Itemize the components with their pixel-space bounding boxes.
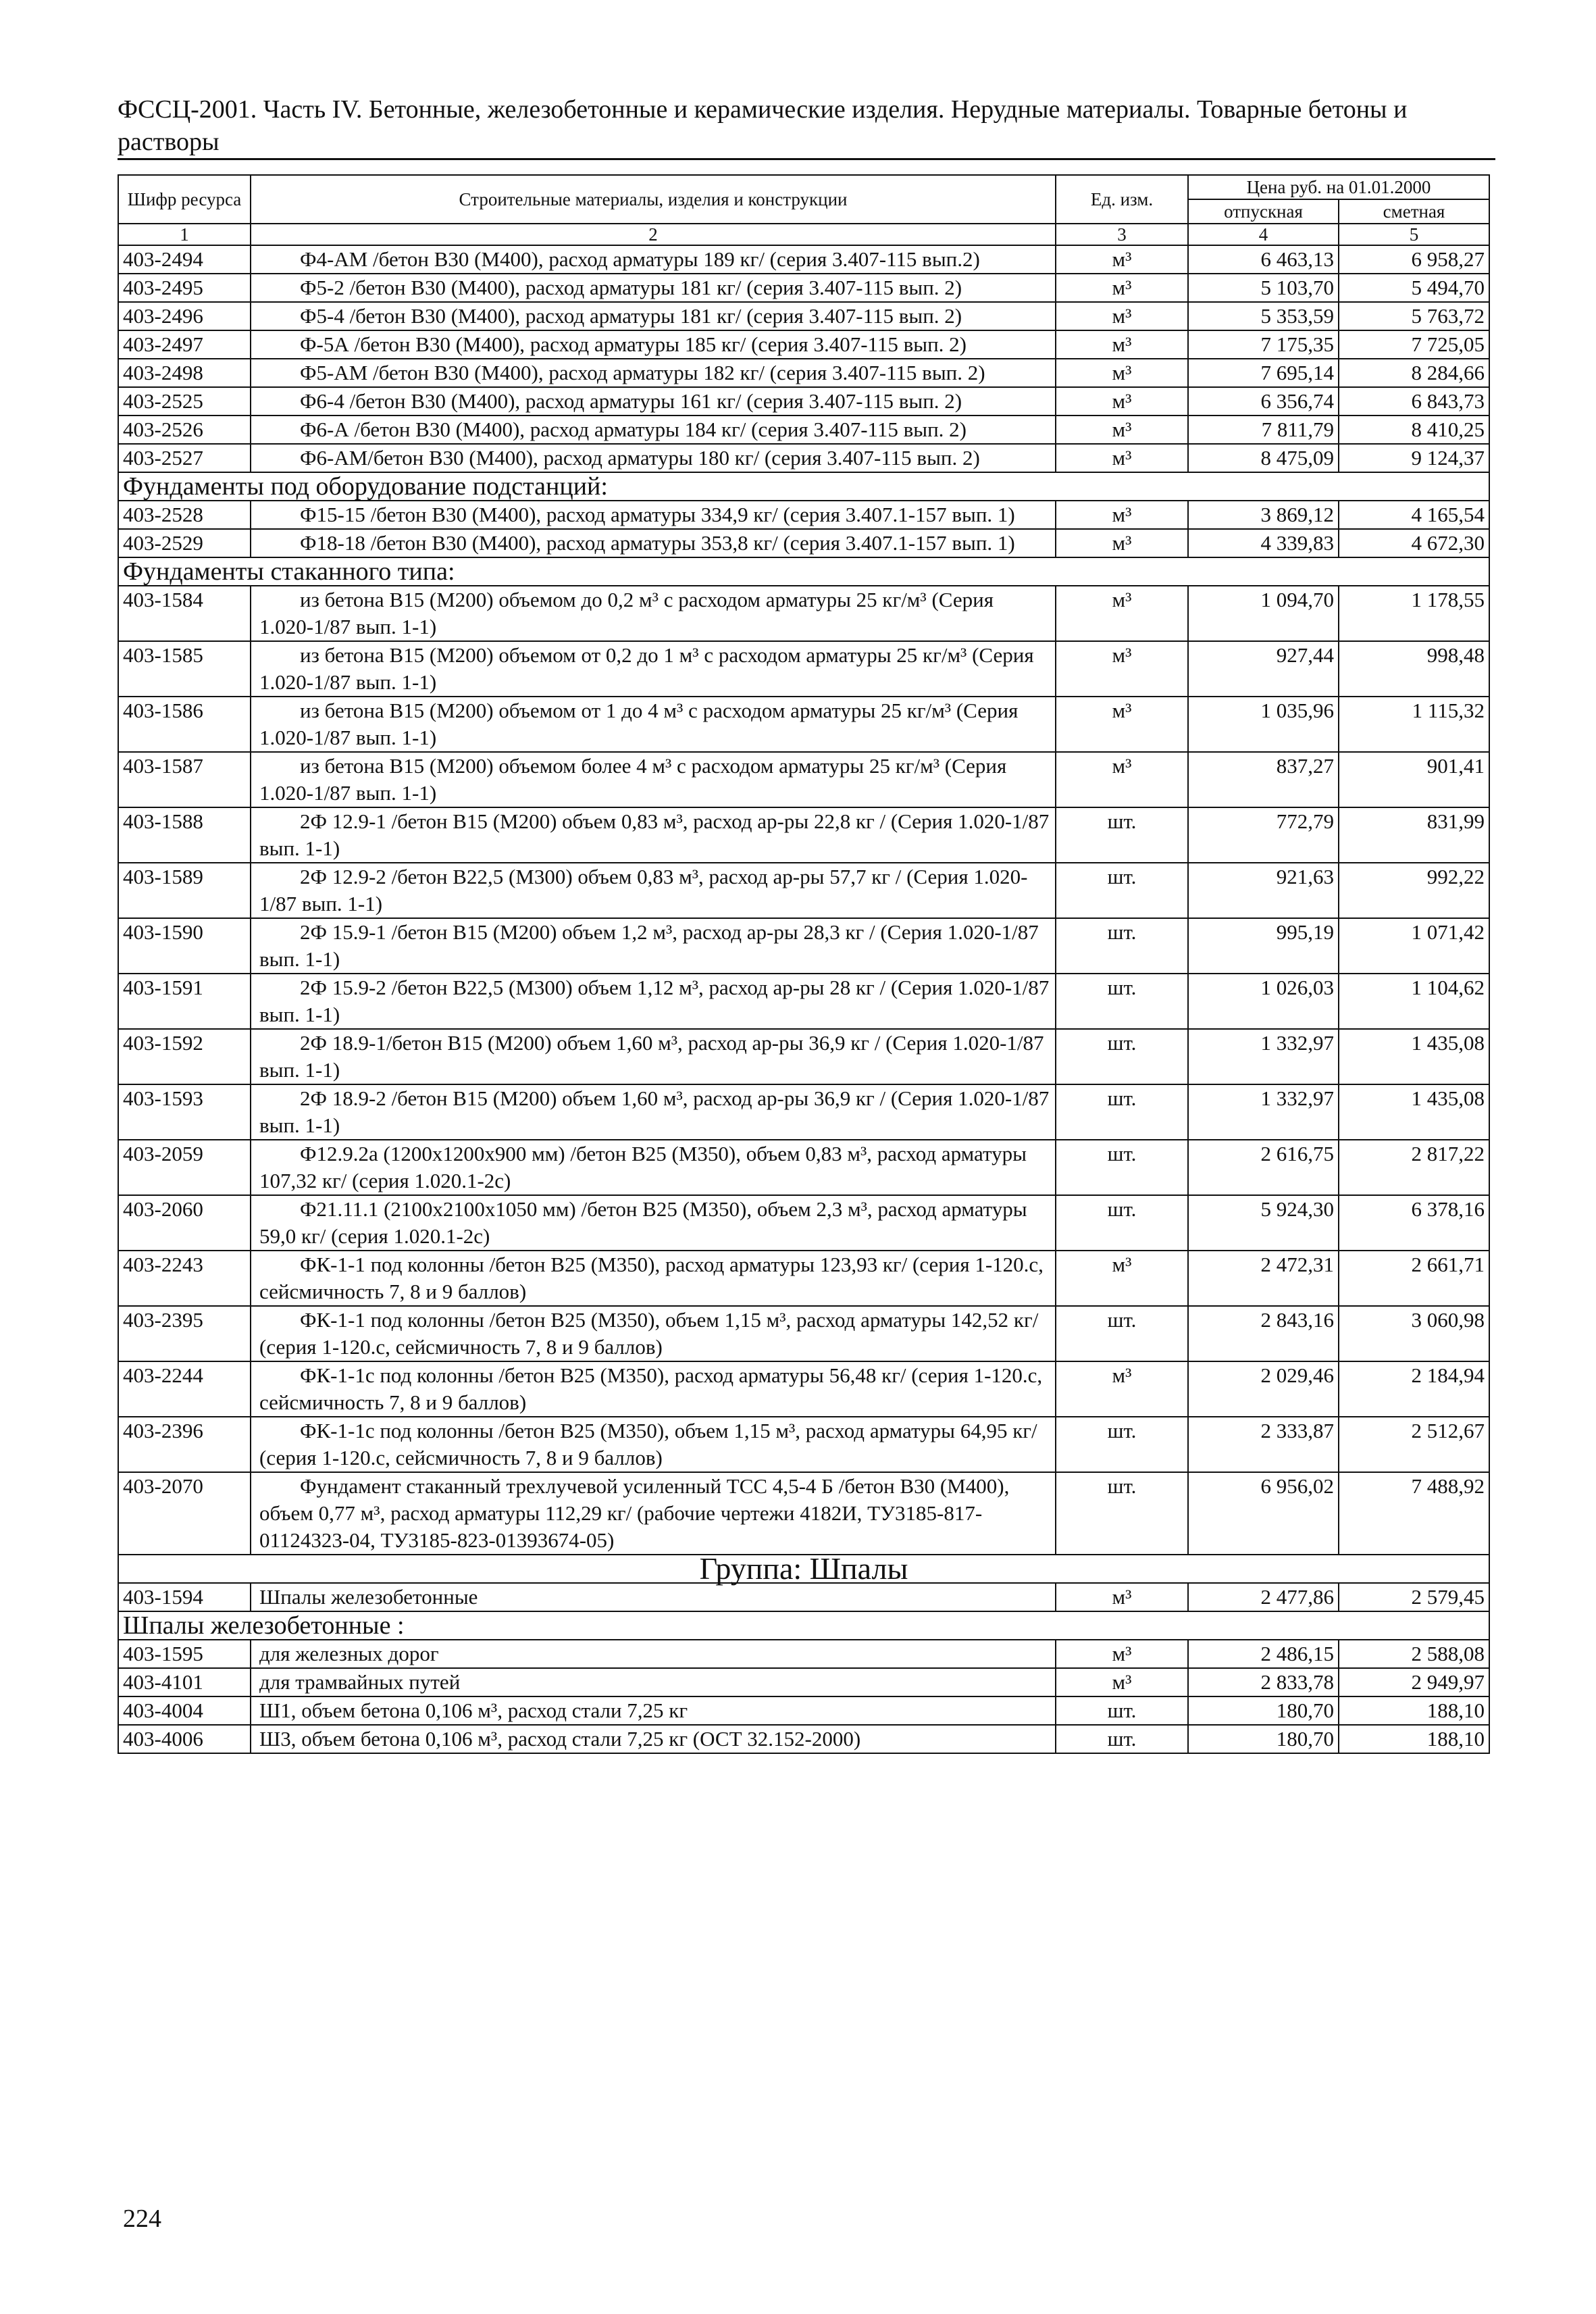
resource-code: 403-2395 bbox=[118, 1306, 251, 1361]
item-description: для железных дорог bbox=[251, 1640, 1056, 1668]
column-numbers-row bbox=[118, 224, 1489, 245]
table-row bbox=[118, 1583, 1489, 1611]
table-row bbox=[118, 302, 1489, 330]
release-price: 1 332,97 bbox=[1188, 1029, 1339, 1084]
table-row bbox=[118, 529, 1489, 557]
item-description-text: из бетона В15 (М200) объемом от 0,2 до 1 м³ с расходом арматуры 25 кг/м³ (Серия 1.020-1/87 вып. 1-1) bbox=[259, 643, 1034, 694]
unit-cell: шт. bbox=[1056, 1472, 1188, 1555]
unit-cell: шт. bbox=[1056, 863, 1188, 918]
resource-code: 403-1592 bbox=[118, 1029, 251, 1084]
item-description: Ш1, объем бетона 0,106 м³, расход стали 7,25 кг bbox=[251, 1696, 1056, 1725]
estimate-price: 4 672,30 bbox=[1339, 529, 1489, 557]
item-description bbox=[251, 1195, 1056, 1251]
resource-code: 403-4004 bbox=[118, 1696, 251, 1725]
estimate-price: 8 410,25 bbox=[1339, 416, 1489, 444]
table-row bbox=[118, 501, 1489, 529]
item-description: для трамвайных путей bbox=[251, 1668, 1056, 1696]
unit-cell: шт. bbox=[1056, 1417, 1188, 1472]
section-heading: Шпалы железобетонные : bbox=[118, 1611, 1489, 1640]
release-price: 5 103,70 bbox=[1188, 274, 1339, 302]
release-price: 921,63 bbox=[1188, 863, 1339, 918]
item-description-text: Ф18-18 /бетон В30 (М400), расход арматуры 353,8 кг/ (серия 3.407.1-157 вып. 1) bbox=[300, 531, 1015, 555]
table-row bbox=[118, 974, 1489, 1029]
table-row bbox=[118, 1668, 1489, 1696]
item-description bbox=[251, 302, 1056, 330]
unit-cell: шт. bbox=[1056, 1725, 1188, 1753]
estimate-price: 188,10 bbox=[1339, 1696, 1489, 1725]
item-description bbox=[251, 444, 1056, 472]
unit-cell: м³ bbox=[1056, 1640, 1188, 1668]
item-description bbox=[251, 1140, 1056, 1195]
unit-cell: шт. bbox=[1056, 1029, 1188, 1084]
unit-cell: шт. bbox=[1056, 1084, 1188, 1140]
estimate-price: 1 178,55 bbox=[1339, 586, 1489, 641]
item-description bbox=[251, 529, 1056, 557]
unit-cell: м³ bbox=[1056, 586, 1188, 641]
unit-cell: м³ bbox=[1056, 641, 1188, 697]
estimate-price: 5 494,70 bbox=[1339, 274, 1489, 302]
estimate-price: 2 579,45 bbox=[1339, 1583, 1489, 1611]
estimate-price: 1 071,42 bbox=[1339, 918, 1489, 974]
table-row bbox=[118, 274, 1489, 302]
group-heading: Группа: Шпалы bbox=[118, 1555, 1489, 1583]
release-price: 2 472,31 bbox=[1188, 1251, 1339, 1306]
item-description bbox=[251, 697, 1056, 752]
resource-code: 403-2528 bbox=[118, 501, 251, 529]
resource-code: 403-1595 bbox=[118, 1640, 251, 1668]
release-price: 2 333,87 bbox=[1188, 1417, 1339, 1472]
item-description-text: 2Ф 15.9-1 /бетон В15 (М200) объем 1,2 м³, расход ар-ры 28,3 кг / (Серия 1.020-1/87 вып. 1-1) bbox=[259, 920, 1039, 971]
item-description-text: 2Ф 18.9-2 /бетон В15 (М200) объем 1,60 м³, расход ар-ры 36,9 кг / (Серия 1.020-1/87 вып. 1-1) bbox=[259, 1086, 1050, 1137]
estimate-price: 6 958,27 bbox=[1339, 245, 1489, 274]
resource-code: 403-2498 bbox=[118, 359, 251, 387]
resource-code: 403-1589 bbox=[118, 863, 251, 918]
resource-code: 403-2059 bbox=[118, 1140, 251, 1195]
column-number: 4 bbox=[1188, 224, 1339, 245]
item-description bbox=[251, 274, 1056, 302]
estimate-price: 5 763,72 bbox=[1339, 302, 1489, 330]
unit-cell: шт. bbox=[1056, 974, 1188, 1029]
unit-cell: шт. bbox=[1056, 1696, 1188, 1725]
item-description bbox=[251, 641, 1056, 697]
table-row bbox=[118, 444, 1489, 472]
release-price: 180,70 bbox=[1188, 1725, 1339, 1753]
release-price: 7 695,14 bbox=[1188, 359, 1339, 387]
header-unit: Ед. изм. bbox=[1056, 175, 1188, 224]
estimate-price: 1 435,08 bbox=[1339, 1029, 1489, 1084]
item-description-text: Ф12.9.2а (1200х1200х900 мм) /бетон В25 (М350), объем 0,83 м³, расход арматуры 107,32 кг/ (серия 1.020.1-2с) bbox=[259, 1142, 1027, 1192]
header-code: Шифр ресурса bbox=[118, 175, 251, 224]
unit-cell: шт. bbox=[1056, 807, 1188, 863]
release-price: 6 956,02 bbox=[1188, 1472, 1339, 1555]
release-price: 2 833,78 bbox=[1188, 1668, 1339, 1696]
unit-cell: м³ bbox=[1056, 416, 1188, 444]
item-description bbox=[251, 1417, 1056, 1472]
item-description: Ш3, объем бетона 0,106 м³, расход стали 7,25 кг (ОСТ 32.152-2000) bbox=[251, 1725, 1056, 1753]
estimate-price: 7 725,05 bbox=[1339, 330, 1489, 359]
release-price: 6 463,13 bbox=[1188, 245, 1339, 274]
release-price: 927,44 bbox=[1188, 641, 1339, 697]
item-description bbox=[251, 586, 1056, 641]
resource-code: 403-2244 bbox=[118, 1361, 251, 1417]
title-rule bbox=[118, 158, 1495, 160]
estimate-price: 4 165,54 bbox=[1339, 501, 1489, 529]
table-row bbox=[118, 359, 1489, 387]
column-number: 5 bbox=[1339, 224, 1489, 245]
estimate-price: 9 124,37 bbox=[1339, 444, 1489, 472]
unit-cell: м³ bbox=[1056, 697, 1188, 752]
resource-code: 403-1594 bbox=[118, 1583, 251, 1611]
table-row bbox=[118, 1361, 1489, 1417]
item-description-text: ФК-1-1 под колонны /бетон В25 (М350), объем 1,15 м³, расход арматуры 142,52 кг/ (серия 1-120.с, сейсмичность 7, 8 и 9 баллов) bbox=[259, 1308, 1039, 1359]
unit-cell: м³ bbox=[1056, 444, 1188, 472]
release-price: 5 924,30 bbox=[1188, 1195, 1339, 1251]
item-description-text: Ф6-АМ/бетон В30 (М400), расход арматуры 180 кг/ (серия 3.407-115 вып. 2) bbox=[300, 446, 980, 470]
unit-cell: м³ bbox=[1056, 1668, 1188, 1696]
release-price: 1 026,03 bbox=[1188, 974, 1339, 1029]
item-description: Шпалы железобетонные bbox=[251, 1583, 1056, 1611]
table-row bbox=[118, 1140, 1489, 1195]
header-price: Цена руб. на 01.01.2000 bbox=[1188, 175, 1489, 199]
item-description bbox=[251, 359, 1056, 387]
item-description bbox=[251, 863, 1056, 918]
resource-code: 403-2497 bbox=[118, 330, 251, 359]
resource-code: 403-1588 bbox=[118, 807, 251, 863]
column-number: 1 bbox=[118, 224, 251, 245]
item-description-text: 2Ф 15.9-2 /бетон В22,5 (М300) объем 1,12 м³, расход ар-ры 28 кг / (Серия 1.020-1/87 вып. 1-1) bbox=[259, 976, 1050, 1026]
resource-code: 403-1586 bbox=[118, 697, 251, 752]
table-row bbox=[118, 1084, 1489, 1140]
item-description bbox=[251, 918, 1056, 974]
estimate-price: 901,41 bbox=[1339, 752, 1489, 807]
item-description bbox=[251, 1084, 1056, 1140]
page-title-text: ФССЦ-2001. Часть IV. Бетонные, железобетонные и керамические изделия. Нерудные материалы. Товарные бетоны и растворы bbox=[118, 95, 1408, 156]
table-row bbox=[118, 1696, 1489, 1725]
unit-cell: м³ bbox=[1056, 330, 1188, 359]
column-number: 2 bbox=[251, 224, 1056, 245]
resource-code: 403-2525 bbox=[118, 387, 251, 416]
resource-code: 403-2396 bbox=[118, 1417, 251, 1472]
unit-cell: м³ bbox=[1056, 501, 1188, 529]
unit-cell: шт. bbox=[1056, 1195, 1188, 1251]
item-description bbox=[251, 416, 1056, 444]
unit-cell: м³ bbox=[1056, 752, 1188, 807]
resource-code: 403-2527 bbox=[118, 444, 251, 472]
item-description-text: из бетона В15 (М200) объемом от 1 до 4 м³ с расходом арматуры 25 кг/м³ (Серия 1.020-1/87 вып. 1-1) bbox=[259, 699, 1019, 749]
estimate-price: 998,48 bbox=[1339, 641, 1489, 697]
release-price: 4 339,83 bbox=[1188, 529, 1339, 557]
resource-code: 403-2496 bbox=[118, 302, 251, 330]
item-description-text: Ф21.11.1 (2100х2100х1050 мм) /бетон В25 (М350), объем 2,3 м³, расход арматуры 59,0 кг/ (серия 1.020.1-2с) bbox=[259, 1197, 1027, 1248]
resource-code: 403-1591 bbox=[118, 974, 251, 1029]
estimate-price: 1 115,32 bbox=[1339, 697, 1489, 752]
item-description-text: 2Ф 12.9-2 /бетон В22,5 (М300) объем 0,83 м³, расход ар-ры 57,7 кг / (Серия 1.020-1/87 вып. 1-1) bbox=[259, 865, 1028, 915]
resource-code: 403-2494 bbox=[118, 245, 251, 274]
release-price: 5 353,59 bbox=[1188, 302, 1339, 330]
release-price: 837,27 bbox=[1188, 752, 1339, 807]
header-release-price: отпускная bbox=[1188, 199, 1339, 224]
unit-cell: м³ bbox=[1056, 1361, 1188, 1417]
estimate-price: 6 378,16 bbox=[1339, 1195, 1489, 1251]
section-heading: Фундаменты стаканного типа: bbox=[118, 557, 1489, 586]
item-description-text: из бетона В15 (М200) объемом до 0,2 м³ с расходом арматуры 25 кг/м³ (Серия 1.020-1/87 вып. 1-1) bbox=[259, 588, 994, 638]
resource-code: 403-2495 bbox=[118, 274, 251, 302]
table-row bbox=[118, 1417, 1489, 1472]
item-description bbox=[251, 1472, 1056, 1555]
table-body bbox=[118, 224, 1489, 1753]
release-price: 1 035,96 bbox=[1188, 697, 1339, 752]
release-price: 8 475,09 bbox=[1188, 444, 1339, 472]
release-price: 1 332,97 bbox=[1188, 1084, 1339, 1140]
estimate-price: 831,99 bbox=[1339, 807, 1489, 863]
table-row bbox=[118, 1306, 1489, 1361]
table-row bbox=[118, 641, 1489, 697]
table-row bbox=[118, 330, 1489, 359]
estimate-price: 2 184,94 bbox=[1339, 1361, 1489, 1417]
release-price: 2 029,46 bbox=[1188, 1361, 1339, 1417]
section-heading-row bbox=[118, 557, 1489, 586]
release-price: 772,79 bbox=[1188, 807, 1339, 863]
table-row bbox=[118, 245, 1489, 274]
column-number: 3 bbox=[1056, 224, 1188, 245]
unit-cell: шт. bbox=[1056, 1140, 1188, 1195]
unit-cell: м³ bbox=[1056, 274, 1188, 302]
table-row bbox=[118, 807, 1489, 863]
item-description-text: Ф6-4 /бетон В30 (М400), расход арматуры 161 кг/ (серия 3.407-115 вып. 2) bbox=[300, 389, 962, 413]
unit-cell: м³ bbox=[1056, 529, 1188, 557]
item-description bbox=[251, 330, 1056, 359]
header-description: Строительные материалы, изделия и конструкции bbox=[251, 175, 1056, 224]
table-row bbox=[118, 1195, 1489, 1251]
item-description bbox=[251, 1029, 1056, 1084]
estimate-price: 1 104,62 bbox=[1339, 974, 1489, 1029]
table-row bbox=[118, 1640, 1489, 1668]
unit-cell: м³ bbox=[1056, 387, 1188, 416]
item-description bbox=[251, 974, 1056, 1029]
resource-code: 403-1584 bbox=[118, 586, 251, 641]
item-description-text: Ф-5А /бетон В30 (М400), расход арматуры 185 кг/ (серия 3.407-115 вып. 2) bbox=[300, 332, 967, 356]
estimate-price: 2 817,22 bbox=[1339, 1140, 1489, 1195]
table-row bbox=[118, 697, 1489, 752]
unit-cell: м³ bbox=[1056, 302, 1188, 330]
estimate-price: 2 661,71 bbox=[1339, 1251, 1489, 1306]
resource-code: 403-1585 bbox=[118, 641, 251, 697]
estimate-price: 3 060,98 bbox=[1339, 1306, 1489, 1361]
resource-code: 403-2243 bbox=[118, 1251, 251, 1306]
item-description-text: Ф5-2 /бетон В30 (М400), расход арматуры 181 кг/ (серия 3.407-115 вып. 2) bbox=[300, 276, 962, 299]
group-heading-row bbox=[118, 1555, 1489, 1583]
unit-cell: шт. bbox=[1056, 918, 1188, 974]
release-price: 6 356,74 bbox=[1188, 387, 1339, 416]
item-description bbox=[251, 245, 1056, 274]
item-description-text: Ф5-4 /бетон В30 (М400), расход арматуры 181 кг/ (серия 3.407-115 вып. 2) bbox=[300, 304, 962, 328]
release-price: 2 477,86 bbox=[1188, 1583, 1339, 1611]
item-description-text: из бетона В15 (М200) объемом более 4 м³ с расходом арматуры 25 кг/м³ (Серия 1.020-1/87 вып. 1-1) bbox=[259, 754, 1007, 805]
unit-cell: м³ bbox=[1056, 359, 1188, 387]
table-row bbox=[118, 387, 1489, 416]
table-row bbox=[118, 1472, 1489, 1555]
resource-code: 403-1590 bbox=[118, 918, 251, 974]
unit-cell: м³ bbox=[1056, 245, 1188, 274]
price-table bbox=[118, 174, 1490, 1754]
item-description-text: Ф4-АМ /бетон В30 (М400), расход арматуры 189 кг/ (серия 3.407-115 вып.2) bbox=[300, 247, 980, 271]
table-row bbox=[118, 1725, 1489, 1753]
resource-code: 403-2526 bbox=[118, 416, 251, 444]
header-estimate-price: сметная bbox=[1339, 199, 1489, 224]
unit-cell: шт. bbox=[1056, 1306, 1188, 1361]
estimate-price: 188,10 bbox=[1339, 1725, 1489, 1753]
item-description-text: ФК-1-1 под колонны /бетон В25 (М350), расход арматуры 123,93 кг/ (серия 1-120.с, сейсмичность 7, 8 и 9 баллов) bbox=[259, 1253, 1044, 1303]
item-description bbox=[251, 501, 1056, 529]
resource-code: 403-4006 bbox=[118, 1725, 251, 1753]
estimate-price: 2 949,97 bbox=[1339, 1668, 1489, 1696]
resource-code: 403-1593 bbox=[118, 1084, 251, 1140]
section-heading-row bbox=[118, 1611, 1489, 1640]
release-price: 2 843,16 bbox=[1188, 1306, 1339, 1361]
item-description-text: Ф6-А /бетон В30 (М400), расход арматуры 184 кг/ (серия 3.407-115 вып. 2) bbox=[300, 418, 967, 441]
release-price: 2 616,75 bbox=[1188, 1140, 1339, 1195]
resource-code: 403-4101 bbox=[118, 1668, 251, 1696]
section-heading: Фундаменты под оборудование подстанций: bbox=[118, 472, 1489, 501]
estimate-price: 8 284,66 bbox=[1339, 359, 1489, 387]
table-row bbox=[118, 863, 1489, 918]
page-number: 224 bbox=[123, 2205, 161, 2233]
table-row bbox=[118, 1029, 1489, 1084]
item-description bbox=[251, 807, 1056, 863]
resource-code: 403-2060 bbox=[118, 1195, 251, 1251]
release-price: 180,70 bbox=[1188, 1696, 1339, 1725]
estimate-price: 1 435,08 bbox=[1339, 1084, 1489, 1140]
table-row bbox=[118, 752, 1489, 807]
resource-code: 403-1587 bbox=[118, 752, 251, 807]
item-description-text: 2Ф 12.9-1 /бетон В15 (М200) объем 0,83 м³, расход ар-ры 22,8 кг / (Серия 1.020-1/87 вып. 1-1) bbox=[259, 809, 1050, 860]
estimate-price: 7 488,92 bbox=[1339, 1472, 1489, 1555]
item-description-text: ФК-1-1с под колонны /бетон В25 (М350), расход арматуры 56,48 кг/ (серия 1-120.с, сейсмичность 7, 8 и 9 баллов) bbox=[259, 1363, 1043, 1414]
item-description-text: Ф5-АМ /бетон В30 (М400), расход арматуры 182 кг/ (серия 3.407-115 вып. 2) bbox=[300, 361, 985, 384]
item-description bbox=[251, 1361, 1056, 1417]
item-description bbox=[251, 1251, 1056, 1306]
release-price: 1 094,70 bbox=[1188, 586, 1339, 641]
item-description bbox=[251, 1306, 1056, 1361]
resource-code: 403-2070 bbox=[118, 1472, 251, 1555]
unit-cell: м³ bbox=[1056, 1583, 1188, 1611]
resource-code: 403-2529 bbox=[118, 529, 251, 557]
item-description-text: ФК-1-1с под колонны /бетон В25 (М350), объем 1,15 м³, расход арматуры 64,95 кг/ (серия 1-120.с, сейсмичность 7, 8 и 9 баллов) bbox=[259, 1419, 1037, 1469]
section-heading-row bbox=[118, 472, 1489, 501]
table-row bbox=[118, 1251, 1489, 1306]
page-title bbox=[118, 93, 1495, 158]
table-row bbox=[118, 586, 1489, 641]
release-price: 2 486,15 bbox=[1188, 1640, 1339, 1668]
table-row bbox=[118, 416, 1489, 444]
item-description bbox=[251, 752, 1056, 807]
estimate-price: 6 843,73 bbox=[1339, 387, 1489, 416]
item-description bbox=[251, 387, 1056, 416]
unit-cell: м³ bbox=[1056, 1251, 1188, 1306]
release-price: 7 811,79 bbox=[1188, 416, 1339, 444]
item-description-text: Ф15-15 /бетон В30 (М400), расход арматуры 334,9 кг/ (серия 3.407.1-157 вып. 1) bbox=[300, 503, 1015, 526]
release-price: 7 175,35 bbox=[1188, 330, 1339, 359]
release-price: 995,19 bbox=[1188, 918, 1339, 974]
item-description-text: 2Ф 18.9-1/бетон В15 (М200) объем 1,60 м³, расход ар-ры 36,9 кг / (Серия 1.020-1/87 вып. 1-1) bbox=[259, 1031, 1044, 1082]
item-description-text: Фундамент стаканный трехлучевой усиленный ТСС 4,5-4 Б /бетон В30 (М400), объем 0,77 м³, расход арматуры 112,29 кг/ (рабочие чертежи 4182И, ТУ3185-817-01124323-04, ТУ3185-823-01393674-05) bbox=[259, 1474, 1010, 1552]
table-row bbox=[118, 918, 1489, 974]
estimate-price: 2 512,67 bbox=[1339, 1417, 1489, 1472]
release-price: 3 869,12 bbox=[1188, 501, 1339, 529]
estimate-price: 992,22 bbox=[1339, 863, 1489, 918]
estimate-price: 2 588,08 bbox=[1339, 1640, 1489, 1668]
